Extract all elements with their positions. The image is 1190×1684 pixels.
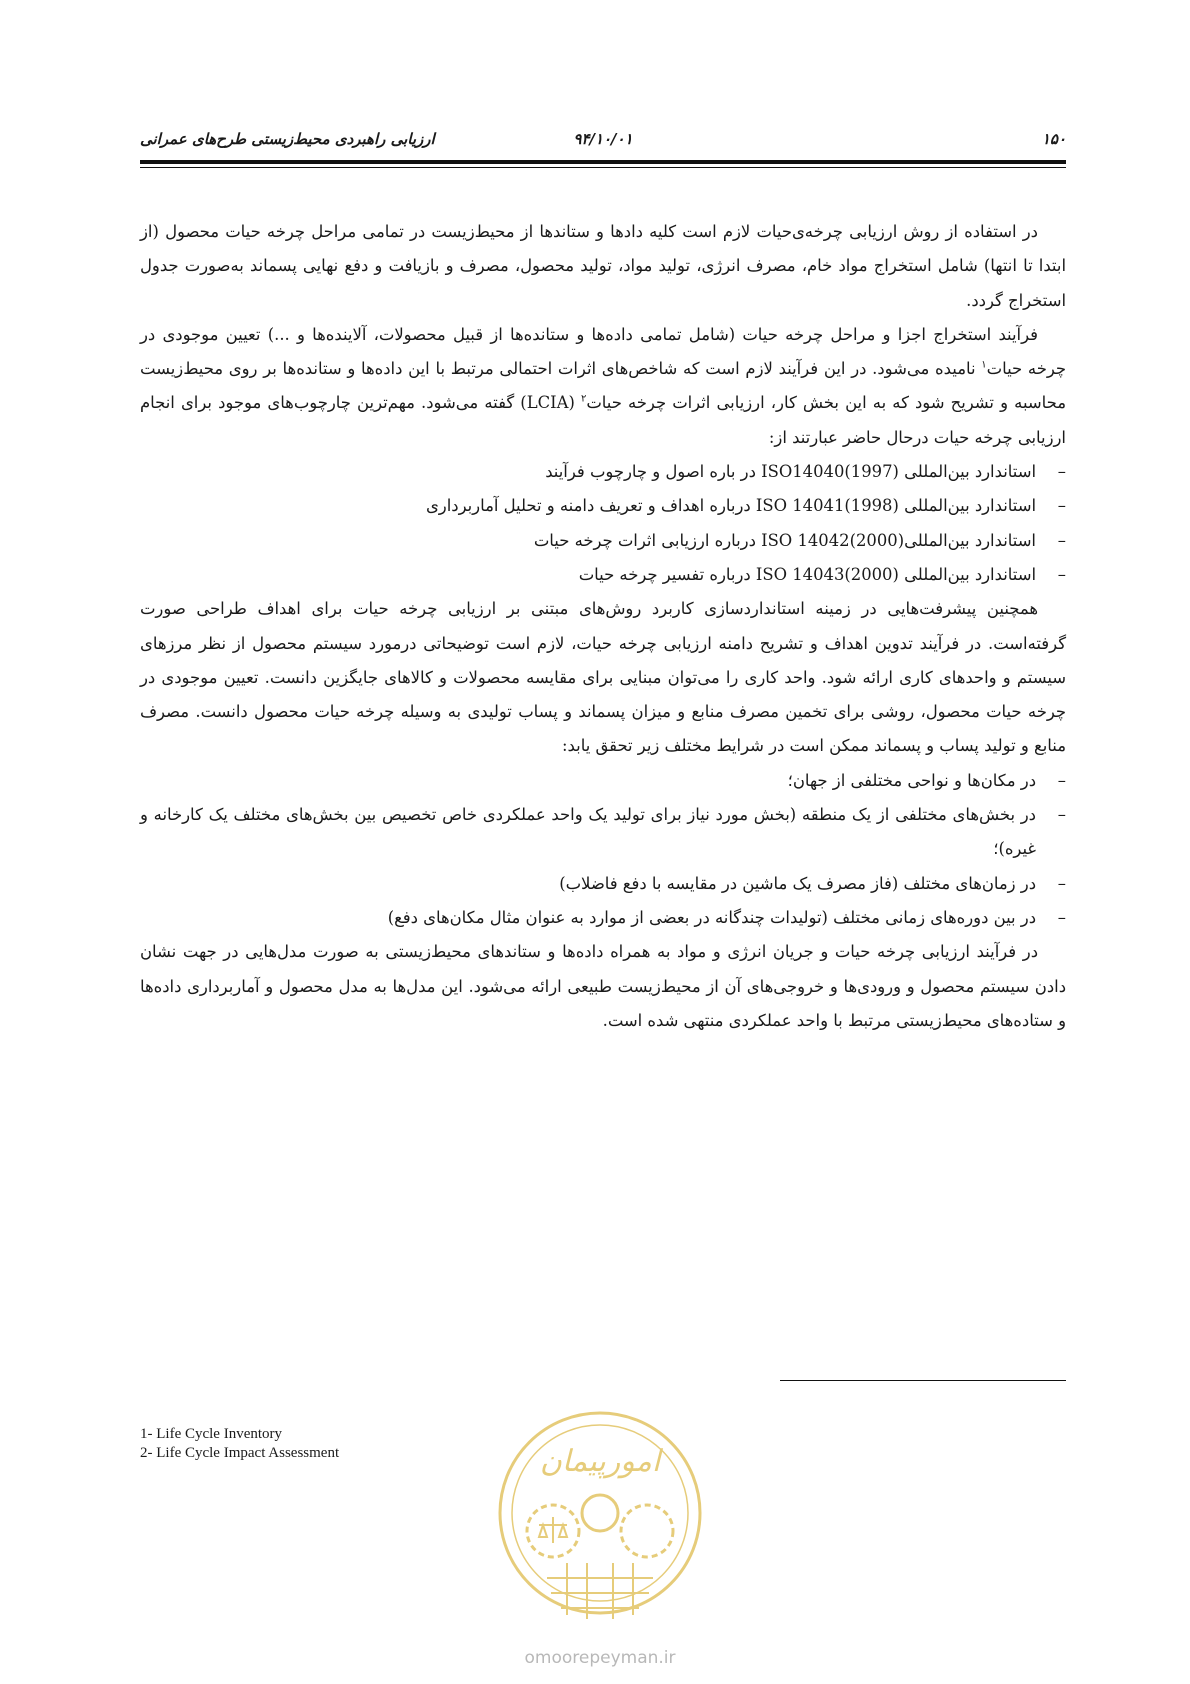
seal-outer-ring bbox=[500, 1413, 700, 1613]
logo-text: امورپیمان bbox=[539, 1444, 661, 1479]
paragraph-2 bbox=[140, 318, 1066, 455]
list-item: – در بین دوره‌های زمانی مختلف (تولیدات چندگانه در بعضی از موارد به عنوان مثال مکان‌های دفع) bbox=[140, 901, 1036, 935]
body-text bbox=[140, 215, 1066, 1038]
grid-shape bbox=[547, 1563, 653, 1619]
paragraph-3: همچنین پیشرفت‌هایی در زمینه استانداردسازی کاربرد روش‌های مبتنی بر ارزیابی چرخه حیات برای اهداف طراحی صورت گرفته‌است. در فرآیند تدوین اهداف و تشریح دامنه ارزیابی چرخه حیات، لازم است توضیحاتی درمورد سیستم محصول از نظر مرزهای سیستم و واحدهای کاری ارائه شود. واحد کاری را می‌توان مبنایی برای مقایسه محصولات و کالاهای جایگزین دانست. تعیین موجودی در چرخه حیات محصول، روشی برای تخمین مصرف منابع و میزان پسماند و پساب تولیدی به وسیله چرخه حیات محصول دانست. مصرف منابع و تولید پساب و پسماند ممکن است در شرایط مختلف زیر تحقق یابد: bbox=[140, 599, 1066, 756]
dash-bullet: – bbox=[1057, 907, 1066, 927]
dash-bullet: – bbox=[1057, 462, 1066, 482]
list-item: – استاندارد بین‌المللی (ISO14040(1997 در باره اصول و چارچوب فرآیند bbox=[140, 455, 1036, 489]
header-rule-thick bbox=[140, 160, 1066, 164]
footnote-separator bbox=[780, 1380, 1066, 1381]
watermark-url: omoorepeyman.ir bbox=[524, 1648, 676, 1668]
conditions-list bbox=[140, 764, 1066, 935]
standards-list bbox=[140, 455, 1066, 592]
paragraph-2-part-b: نامیده می‌شود. در این فرآیند لازم است که شاخص‌های اثرات احتمالی مرتبط با این داده‌ها و ستانده‌ها بر روی محیط‌زیست محاسبه و تشریح شود که به این بخش کار، ارزیابی اثرات چرخه حیات bbox=[140, 359, 1066, 413]
footnote-1: 1- Life Cycle Inventory bbox=[140, 1426, 283, 1442]
dash-bullet: – bbox=[1057, 770, 1066, 790]
watermark-logo bbox=[467, 1393, 733, 1674]
dash-bullet: – bbox=[1057, 873, 1066, 893]
header-rule-thin bbox=[140, 167, 1066, 168]
footnote-ref-1[interactable]: ۱ bbox=[981, 359, 987, 371]
list-item: – در بخش‌های مختلفی از یک منطقه (بخش مورد نیاز برای تولید یک واحد عملکردی خاص تخصیص بین بخش‌های مختلف یک کارخانه و غیره)؛ bbox=[140, 798, 1036, 867]
footnote-2: 2- Life Cycle Impact Assessment bbox=[140, 1445, 340, 1461]
footnote-ref-2[interactable]: ۲ bbox=[580, 394, 587, 406]
paragraph-1: در استفاده از روش ارزیابی چرخه‌ی‌حیات لازم است کلیه دادها و ستاندها از محیط‌زیست در تمامی مراحل چرخه حیات محصول (از ابتدا تا انتها) شامل استخراج مواد خام، مصرف انرژی، تولید مواد، تولید محصول، مصرف و بازیافت و دفع نهایی پسماند به‌صورت جدول استخراج گردد. bbox=[140, 222, 1066, 310]
gear-center-icon bbox=[582, 1495, 618, 1531]
header-title: ارزیابی راهبردی محیط‌زیستی طرح‌های عمرانی bbox=[140, 130, 435, 148]
dash-bullet: – bbox=[1057, 496, 1066, 516]
paragraph-2-part-a: فرآیند استخراج اجزا و مراحل چرخه حیات (شامل تمامی داده‌ها و ستانده‌ها از قبیل محصولات، آلاینده‌ها و ...) تعیین موجودی در چرخه حیات bbox=[140, 324, 1066, 379]
page-number: ۱۵۰ bbox=[1041, 130, 1066, 148]
list-item: – در مکان‌ها و نواحی مختلفی از جهان؛ bbox=[140, 764, 1036, 798]
list-item: – استاندارد بین‌المللی (ISO 14043(2000 درباره تفسیر چرخه حیات bbox=[140, 558, 1036, 592]
paragraph-4: در فرآیند ارزیابی چرخه حیات و جریان انرژی و مواد به همراه داده‌ها و ستاندهای محیط‌زیستی به صورت مدل‌هایی در جهت نشان دادن سیستم محصول و ورودی‌ها و خروجی‌های آن از محیط‌زیست طبیعی ارائه می‌شود. این مدل‌ها به مدل محصول و آماربرداری داده‌ها و ستاده‌های محیط‌زیستی مرتبط با واحد عملکردی منتهی شده است. bbox=[140, 942, 1066, 1030]
running-header bbox=[140, 126, 1066, 154]
list-item: – استاندارد بین‌المللی(ISO 14042(2000 درباره ارزیابی اثرات چرخه حیات bbox=[140, 524, 1036, 558]
dash-bullet: – bbox=[1057, 564, 1066, 584]
header-date: ۹۴/۱۰/۰۱ bbox=[573, 130, 633, 148]
dash-bullet: – bbox=[1057, 530, 1066, 550]
list-item: – استاندارد بین‌المللی (ISO 14041(1998 درباره اهداف و تعریف دامنه و تحلیل آماربرداری bbox=[140, 489, 1036, 523]
scale-icon bbox=[539, 1517, 567, 1543]
paragraph-2-part-c: (LCIA) گفته می‌شود. مهم‌ترین چارچوب‌های موجود برای انجام ارزیابی چرخه حیات درحال حاضر عبارتند از: bbox=[140, 393, 1066, 447]
gear-right-icon bbox=[621, 1505, 673, 1557]
dash-bullet: – bbox=[1057, 805, 1066, 825]
list-item: – در زمان‌های مختلف (فاز مصرف یک ماشین در مقایسه با دفع فاضلاب) bbox=[140, 867, 1036, 901]
